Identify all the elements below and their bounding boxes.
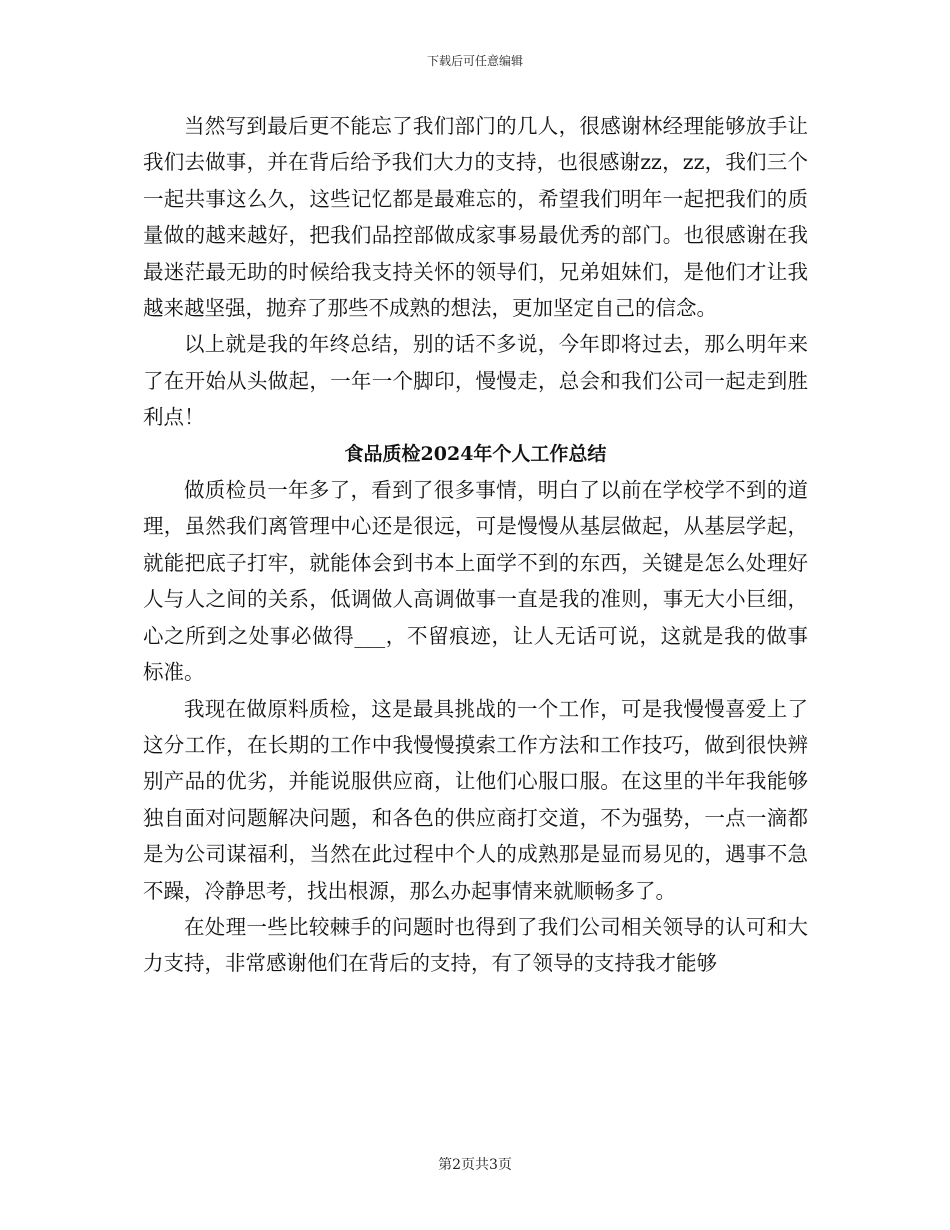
paragraph-intro: 做质检员一年多了，看到了很多事情，明白了以前在学校学不到的道理，虽然我们离管理中心还是很远，可是慢慢从基层做起，从基层学起，就能把底子打牢，就能体会到书本上面学不到的东西，关键是怎么处理好人与人之间的关系，低调做人高调做事一直是我的准则，事无大小巨细，心之所到之处事必做得___，不留痕迹，让人无话可说，这就是我的做事标准。 bbox=[143, 478, 808, 685]
paragraph-thanks: 当然写到最后更不能忘了我们部门的几人，很感谢林经理能够放手让我们去做事，并在背后给予我们大力的支持，也很感谢zz，zz，我们三个一起共事这么久，这些记忆都是最难忘的，希望我们明年一起把我们的质量做的越来越好，把我们品控部做成家事易最优秀的部门。也很感谢在我最迷茫最无助的时候给我支持关怀的领导们，兄弟姐妹们，是他们才让我越来越坚强，抛弃了那些不成熟的想法，更加坚定自己的信念。 bbox=[143, 114, 808, 321]
page-number: 第2页共3页 bbox=[438, 1157, 512, 1173]
document-body bbox=[143, 108, 808, 982]
paragraph-raw-material: 我现在做原料质检，这是最具挑战的一个工作，可是我慢慢喜爱上了这分工作，在长期的工作中我慢慢摸索工作方法和工作技巧，做到很快辨别产品的优劣，并能说服供应商，让他们心服口服。在这里的半年我能够独自面对问题解决问题，和各色的供应商打交道，不为强势，一点一滴都是为公司谋福利，当然在此过程中个人的成熟那是显而易见的，遇事不急不躁，冷静思考，找出根源，那么办起事情来就顺畅多了。 bbox=[143, 696, 808, 903]
section-title: 食品质检2024年个人工作总结 bbox=[344, 442, 607, 465]
page-header: 下载后可任意编辑 bbox=[426, 54, 523, 68]
paragraph-support: 在处理一些比较棘手的问题时也得到了我们公司相关领导的认可和大力支持，非常感谢他们在背后的支持，有了领导的支持我才能够 bbox=[143, 914, 808, 976]
paragraph-closing: 以上就是我的年终总结，别的话不多说，今年即将过去，那么明年来了在开始从头做起，一年一个脚印，慢慢走，总会和我们公司一起走到胜利点！ bbox=[143, 332, 808, 430]
